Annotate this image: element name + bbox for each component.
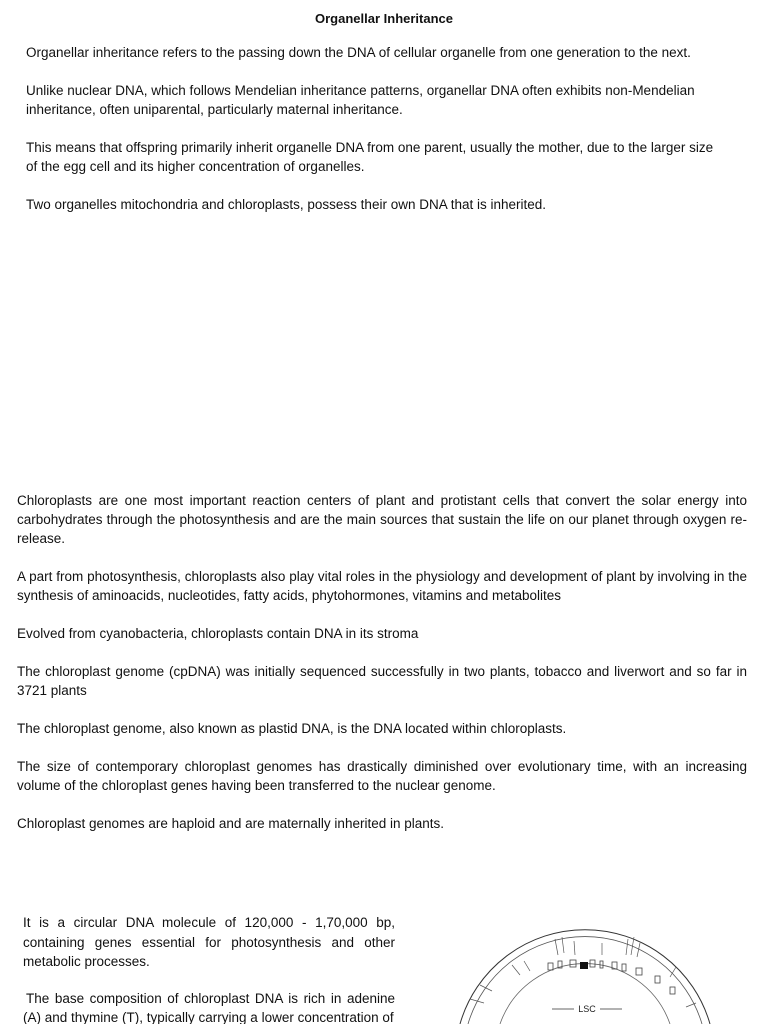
intro-paragraph: Unlike nuclear DNA, which follows Mendelian inheritance patterns, organellar DNA often exhibits non-Mendelian inheritance, often uniparental, particularly maternal inheritance. [26, 83, 695, 117]
intro-paragraph: Organellar inheritance refers to the passing down the DNA of cellular organelle from one generation to the next. [26, 45, 691, 60]
intro-paragraph: This means that offspring primarily inherit organelle DNA from one parent, usually the mother, due to the larger size of the egg cell and its higher concentration of organelles. [26, 140, 714, 174]
chloroplast-paragraph: Chloroplasts are one most important reaction centers of plant and protistant cells that convert the solar energy into carbohydrates through the photosynthesis and are the main sources that sustain the life on our planet through oxygen re-release. [17, 493, 747, 546]
cpdna-paragraph: The base composition of chloroplast DNA is rich in adenine (A) and thymine (T), typically carrying a lower concentration of [23, 990, 395, 1024]
chloroplast-section [17, 491, 747, 852]
inner-ring [500, 964, 670, 1024]
chloroplast-paragraph: The size of contemporary chloroplast genomes has drastically diminished over evolutionary time, with an increasing volume of the chloroplast genes having been transferred to the nuclear genome. [17, 759, 747, 793]
genome-map-graphic [440, 925, 730, 1024]
cpdna-paragraph: It is a circular DNA molecule of 120,000 - 1,70,000 bp, containing genes essential for photosynthesis and other metabolic processes. [23, 915, 395, 969]
page-title: Organellar Inheritance [315, 11, 453, 26]
intro-section [26, 43, 726, 233]
cpdna-section [23, 913, 395, 1024]
gene-label-marks [470, 937, 696, 1007]
chloroplast-paragraph: Chloroplast genomes are haploid and are maternally inherited in plants. [17, 816, 445, 831]
chloroplast-paragraph: The chloroplast genome (cpDNA) was initially sequenced successfully in two plants, tobacco and liverwort and so far in 3721 plants [17, 664, 747, 698]
gene-block-filled [580, 962, 588, 969]
chloroplast-paragraph: The chloroplast genome, also known as plastid DNA, is the DNA located within chloroplasts. [17, 721, 567, 736]
intro-paragraph: Two organelles mitochondria and chloroplasts, possess their own DNA that is inherited. [26, 197, 547, 212]
lsc-region-label: LSC [578, 1004, 596, 1014]
chloroplast-paragraph: Evolved from cyanobacteria, chloroplasts contain DNA in its stroma [17, 626, 419, 641]
chloroplast-genome-map [440, 925, 730, 1024]
chloroplast-paragraph: A part from photosynthesis, chloroplasts also play vital roles in the physiology and development of plant by involving in the synthesis of aminoacids, nucleotides, fatty acids, phytohormones, vitamins and metabolites [17, 569, 747, 603]
